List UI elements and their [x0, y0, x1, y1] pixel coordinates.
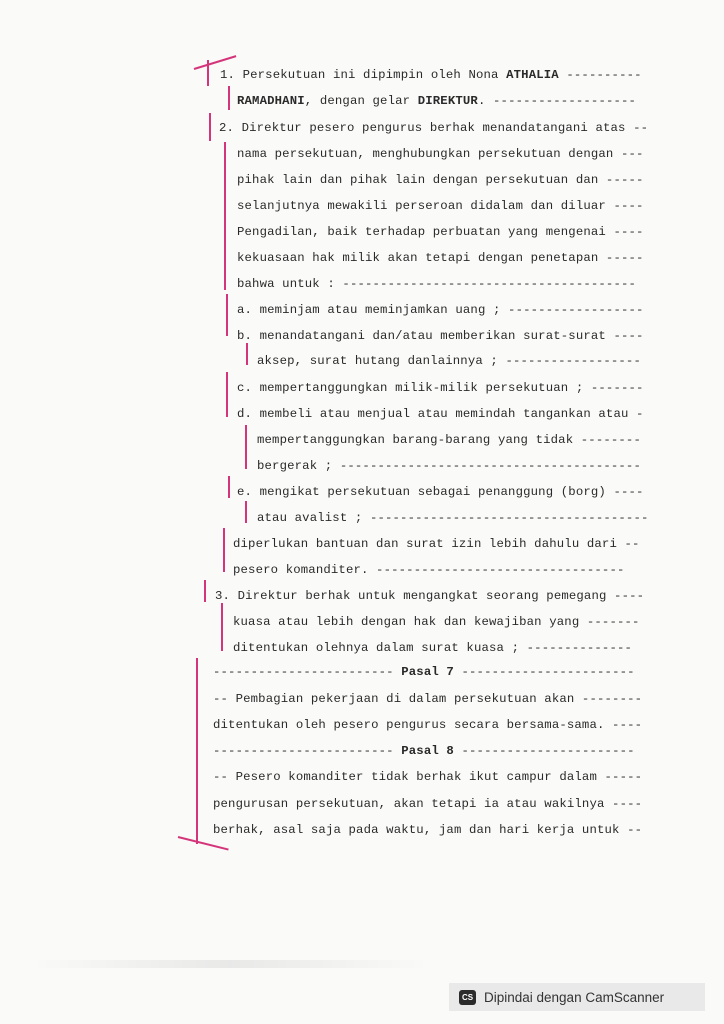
name-athalia: ATHALIA	[506, 68, 559, 82]
text-segment: -----------------------	[453, 665, 635, 679]
annotation-bar-c-d	[226, 372, 228, 417]
title-direktur: DIREKTUR	[417, 94, 478, 108]
item-b-line-1: b. menandatangani dan/atau memberikan surat-surat ----	[237, 329, 644, 343]
clause-2-line-1: 2. Direktur pesero pengurus berhak menandatangani atas --	[219, 121, 649, 135]
annotation-bar-2-body	[224, 142, 226, 290]
item-b-line-2: aksep, surat hutang danlainnya ; ------------------	[257, 354, 641, 368]
text-segment: ------------------------	[213, 744, 402, 758]
text-segment: . -------------------	[477, 94, 637, 108]
annotation-bar-ramadhani	[228, 86, 230, 110]
item-c: c. mempertanggungkan milik-milik persekutuan ; -------	[237, 381, 644, 395]
pasal-8-line-3: berhak, asal saja pada waktu, jam dan hari kerja untuk --	[213, 823, 643, 837]
annotation-bar-3	[204, 580, 206, 602]
clause-2-line-7: bahwa untuk : ---------------------------------------	[237, 277, 637, 291]
pasal-8-line-2: pengurusan persekutuan, akan tetapi ia atau wakilnya ----	[213, 797, 643, 811]
pasal-7-title: Pasal 7	[401, 665, 454, 679]
item-d-line-3: bergerak ; ----------------------------------------	[257, 459, 641, 473]
text-segment: , dengan gelar	[304, 94, 418, 108]
text-segment: ------------------------	[213, 665, 402, 679]
camscanner-watermark	[449, 983, 705, 1011]
item-a: a. meminjam atau meminjamkan uang ; ------------------	[237, 303, 644, 317]
clause-3-line-2: kuasa atau lebih dengan hak dan kewajiban yang -------	[233, 615, 640, 629]
clause-3-line-1: 3. Direktur berhak untuk mengangkat seorang pemegang ----	[215, 589, 645, 603]
clause-2-closing-1: diperlukan bantuan dan surat izin lebih dahulu dari --	[233, 537, 640, 551]
annotation-bar-3-body	[221, 603, 223, 651]
clause-2-line-5: Pengadilan, baik terhadap perbuatan yang mengenai ----	[237, 225, 644, 239]
clause-2-line-6: kekuasaan hak milik akan tetapi dengan penetapan -----	[237, 251, 644, 265]
item-d-line-1: d. membeli atau menjual atau memindah tangankan atau -	[237, 407, 644, 421]
clause-2-line-3: pihak lain dan pihak lain dengan persekutuan dan -----	[237, 173, 644, 187]
annotation-bar-e	[228, 476, 230, 498]
annotation-bottom-slash	[178, 836, 229, 851]
annotation-bar-2	[209, 113, 211, 141]
annotation-bar-diperlukan	[223, 528, 225, 572]
pasal-7-line-2: ditentukan oleh pesero pengurus secara bersama-sama. ----	[213, 718, 643, 732]
pasal-8-title: Pasal 8	[401, 744, 454, 758]
clause-2-closing-2: pesero komanditer. ---------------------------------	[233, 563, 625, 577]
camscanner-label: Dipindai dengan CamScanner	[484, 989, 665, 1005]
annotation-bar-aksep	[246, 343, 248, 365]
annotation-bar-a-b	[226, 294, 228, 336]
text-segment: ----------	[558, 68, 642, 82]
annotation-bar-pasal	[196, 658, 198, 844]
annotation-bar-avalist	[245, 501, 247, 523]
clause-2-line-4: selanjutnya mewakili perseroan didalam dan diluar ----	[237, 199, 644, 213]
text-segment: 1. Persekutuan ini dipimpin oleh Nona	[220, 68, 507, 82]
item-d-line-2: mempertanggungkan barang-barang yang tidak --------	[257, 433, 641, 447]
annotation-bar-1	[207, 60, 209, 86]
clause-1-line-1	[220, 67, 642, 83]
name-ramadhani: RAMADHANI	[237, 94, 305, 108]
pasal-8-heading	[213, 743, 635, 759]
item-e-line-1: e. mengikat persekutuan sebagai penanggung (borg) ----	[237, 485, 644, 499]
item-e-line-2: atau avalist ; -------------------------------------	[257, 511, 649, 525]
pasal-7-line-1: -- Pembagian pekerjaan di dalam persekutuan akan --------	[213, 692, 643, 706]
scan-smudge	[30, 960, 430, 968]
clause-3-line-3: ditentukan olehnya dalam surat kuasa ; --------------	[233, 641, 633, 655]
clause-2-line-2: nama persekutuan, menghubungkan persekutuan dengan ---	[237, 147, 644, 161]
camscanner-icon: CS	[459, 990, 476, 1005]
text-segment: -----------------------	[453, 744, 635, 758]
annotation-bar-d-body	[245, 425, 247, 469]
pasal-8-line-1: -- Pesero komanditer tidak berhak ikut campur dalam -----	[213, 770, 643, 784]
clause-1-line-2	[237, 93, 636, 109]
pasal-7-heading	[213, 664, 635, 680]
